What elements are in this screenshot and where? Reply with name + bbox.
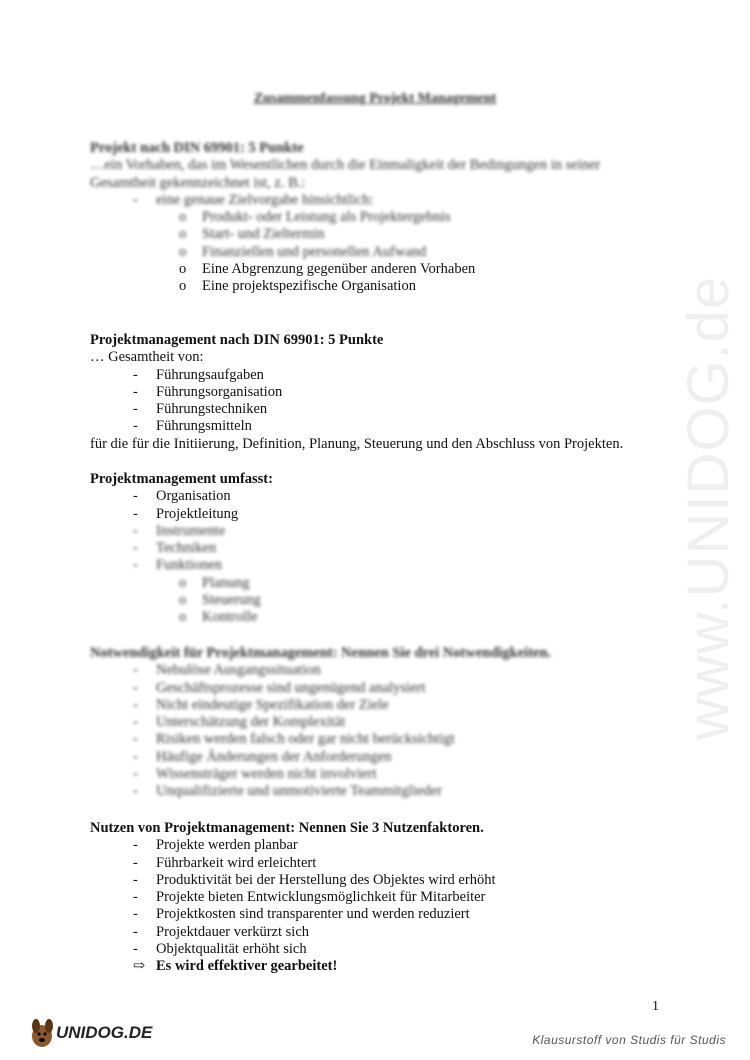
sub-list-item-text: Eine projektspezifische Organisation <box>202 278 416 295</box>
dash-bullet: - <box>133 557 138 574</box>
list-item <box>90 941 670 958</box>
circle-bullet: o <box>179 261 187 278</box>
dash-bullet: - <box>133 748 138 765</box>
list-item <box>90 662 670 679</box>
list-item-text: Führbarkeit wird erleichtert <box>156 854 317 871</box>
list-item-text: Produktivität bei der Herstellung des Objektes wird erhöht <box>156 871 496 888</box>
sub-list-item-text: Eine Abgrenzung gegenüber anderen Vorhaben <box>202 261 476 278</box>
dash-bullet: - <box>133 871 138 888</box>
sub-list-item <box>90 226 670 243</box>
list-item <box>90 192 670 209</box>
sub-list-item <box>90 261 670 278</box>
section-projekt-din <box>90 140 670 296</box>
list-item-text: Funktionen <box>156 557 223 574</box>
dash-bullet: - <box>133 679 138 696</box>
dash-bullet: - <box>133 383 138 400</box>
list-item-text: eine genaue Zielvorgabe hinsichtlich: <box>156 191 374 208</box>
section-heading: Projekt nach DIN 69901: 5 Punkte <box>90 140 304 156</box>
dash-bullet: - <box>133 889 138 906</box>
sub-list-item-text: Finanziellen und personellen Aufwand <box>202 243 427 260</box>
list-item <box>90 837 670 854</box>
list-item <box>90 889 670 906</box>
dash-bullet: - <box>133 941 138 958</box>
dash-bullet: - <box>133 366 138 383</box>
list-item <box>90 749 670 766</box>
sub-list-item <box>90 209 670 226</box>
circle-bullet: o <box>179 226 187 243</box>
list-item <box>90 872 670 889</box>
list-item-text: Nebulöse Ausgangssituation <box>156 662 321 679</box>
footer-tagline: Klausurstoff von Studis für Studis <box>532 1033 726 1047</box>
list-item-text: Projektleitung <box>156 505 239 522</box>
list-item-text: Häufige Änderungen der Anforderungen <box>156 748 392 765</box>
list-item <box>90 523 670 540</box>
intro-text: …ein Vorhaben, das im Wesentlichen durch die Einmaligkeit der Bedingungen in seiner <box>90 157 601 174</box>
list-item <box>90 680 670 697</box>
section-heading: Nutzen von Projektmanagement: Nennen Sie 3 Nutzenfaktoren. <box>90 820 484 836</box>
sub-list-item <box>90 575 670 592</box>
dash-bullet: - <box>133 731 138 748</box>
list-item <box>90 855 670 872</box>
logo-text: UNIDOG.DE <box>56 1023 153 1042</box>
list-item <box>90 367 670 384</box>
list-item-text: Projektkosten sind transparenter und werden reduziert <box>156 906 470 923</box>
list-item-text: Projekte bieten Entwicklungsmöglichkeit für Mitarbeiter <box>156 889 486 906</box>
list-item <box>90 384 670 401</box>
section-heading: Notwendigkeit für Projektmanagement: Nennen Sie drei Notwendigkeiten. <box>90 645 552 661</box>
dash-bullet: - <box>133 854 138 871</box>
dash-bullet: - <box>133 766 138 783</box>
section-heading: Projektmanagement umfasst: <box>90 471 273 487</box>
conclusion-item <box>90 958 670 975</box>
dash-bullet: - <box>133 418 138 435</box>
list-item <box>90 924 670 941</box>
dash-bullet: - <box>133 662 138 679</box>
dash-bullet: - <box>133 783 138 800</box>
circle-bullet: o <box>179 574 187 591</box>
list-item-text: Organisation <box>156 488 231 505</box>
list-item-text: Wissensträger werden nicht involviert <box>156 766 377 783</box>
dash-bullet: - <box>133 488 138 505</box>
list-item-text: Techniken <box>156 540 217 557</box>
list-item-text: Führungsmitteln <box>156 418 252 435</box>
list-item <box>90 766 670 783</box>
intro-text: Gesamtheit gekennzeichnet ist, z. B.: <box>90 174 306 191</box>
list-item-text: Führungsorganisation <box>156 383 283 400</box>
list-item <box>90 488 670 505</box>
list-item-text: Führungsaufgaben <box>156 366 264 383</box>
list-item-text: Nicht eindeutige Spezifikation der Ziele <box>156 696 389 713</box>
list-item-text: Unqualifizierte und unmotivierte Teammitglieder <box>156 783 442 800</box>
list-item <box>90 506 670 523</box>
circle-bullet: o <box>179 278 187 295</box>
list-item-text: Projekte werden planbar <box>156 837 298 854</box>
sub-list-item <box>90 592 670 609</box>
list-item-text: Risiken werden falsch oder gar nicht berücksichtigt <box>156 731 455 748</box>
list-item <box>90 557 670 574</box>
list-item-text: Projektdauer verkürzt sich <box>156 923 310 940</box>
list-item <box>90 418 670 435</box>
list-item <box>90 697 670 714</box>
dash-bullet: - <box>133 714 138 731</box>
dash-bullet: - <box>133 906 138 923</box>
sub-list-item-text: Planung <box>202 574 250 591</box>
list-item-text: Unterschätzung der Komplexität <box>156 714 346 731</box>
section-projektmanagement-umfasst <box>90 471 670 627</box>
section-heading: Projektmanagement nach DIN 69901: 5 Punkte <box>90 332 384 348</box>
list-item <box>90 906 670 923</box>
dash-bullet: - <box>133 540 138 557</box>
section-notwendigkeit <box>90 645 670 801</box>
list-item <box>90 731 670 748</box>
list-item <box>90 540 670 557</box>
dash-bullet: - <box>133 191 138 208</box>
dash-bullet: - <box>133 401 138 418</box>
intro-text: … Gesamtheit von: <box>90 349 204 366</box>
watermark-text: www.UNIDOG.de <box>676 275 741 740</box>
dash-bullet: - <box>133 923 138 940</box>
list-item-text: Instrumente <box>156 522 226 539</box>
sub-list-item-text: Start- und Zieltermin <box>202 226 325 243</box>
sub-list-item <box>90 609 670 626</box>
dash-bullet: - <box>133 837 138 854</box>
list-item <box>90 783 670 800</box>
dash-bullet: - <box>133 505 138 522</box>
sub-list-item-text: Steuerung <box>202 592 261 609</box>
circle-bullet: o <box>179 209 187 226</box>
dash-bullet: - <box>133 696 138 713</box>
sub-list-item-text: Produkt- oder Leistung als Projektergebnis <box>202 209 451 226</box>
sub-list-item-text: Kontrolle <box>202 609 258 626</box>
list-item-text: Geschäftsprozesse sind ungenügend analysiert <box>156 679 426 696</box>
conclusion-text: Es wird effektiver gearbeitet! <box>156 958 338 975</box>
sub-list-item <box>90 278 670 295</box>
list-item <box>90 714 670 731</box>
dash-bullet: - <box>133 522 138 539</box>
section-projektmanagement-din <box>90 332 670 453</box>
list-item-text: Führungstechniken <box>156 401 268 418</box>
section-nutzen <box>90 820 670 976</box>
list-item <box>90 401 670 418</box>
page-number: 1 <box>652 999 659 1014</box>
circle-bullet: o <box>179 609 187 626</box>
arrow-right-icon: ⇨ <box>133 958 146 975</box>
circle-bullet: o <box>179 592 187 609</box>
document-title: Zusammenfassung Projekt Management <box>253 91 497 106</box>
circle-bullet: o <box>179 243 187 260</box>
outro-text: für die für die Initiierung, Definition, Planung, Steuerung und den Abschluss von Projekten. <box>90 435 624 452</box>
list-item-text: Objektqualität erhöht sich <box>156 941 307 958</box>
sub-list-item <box>90 244 670 261</box>
